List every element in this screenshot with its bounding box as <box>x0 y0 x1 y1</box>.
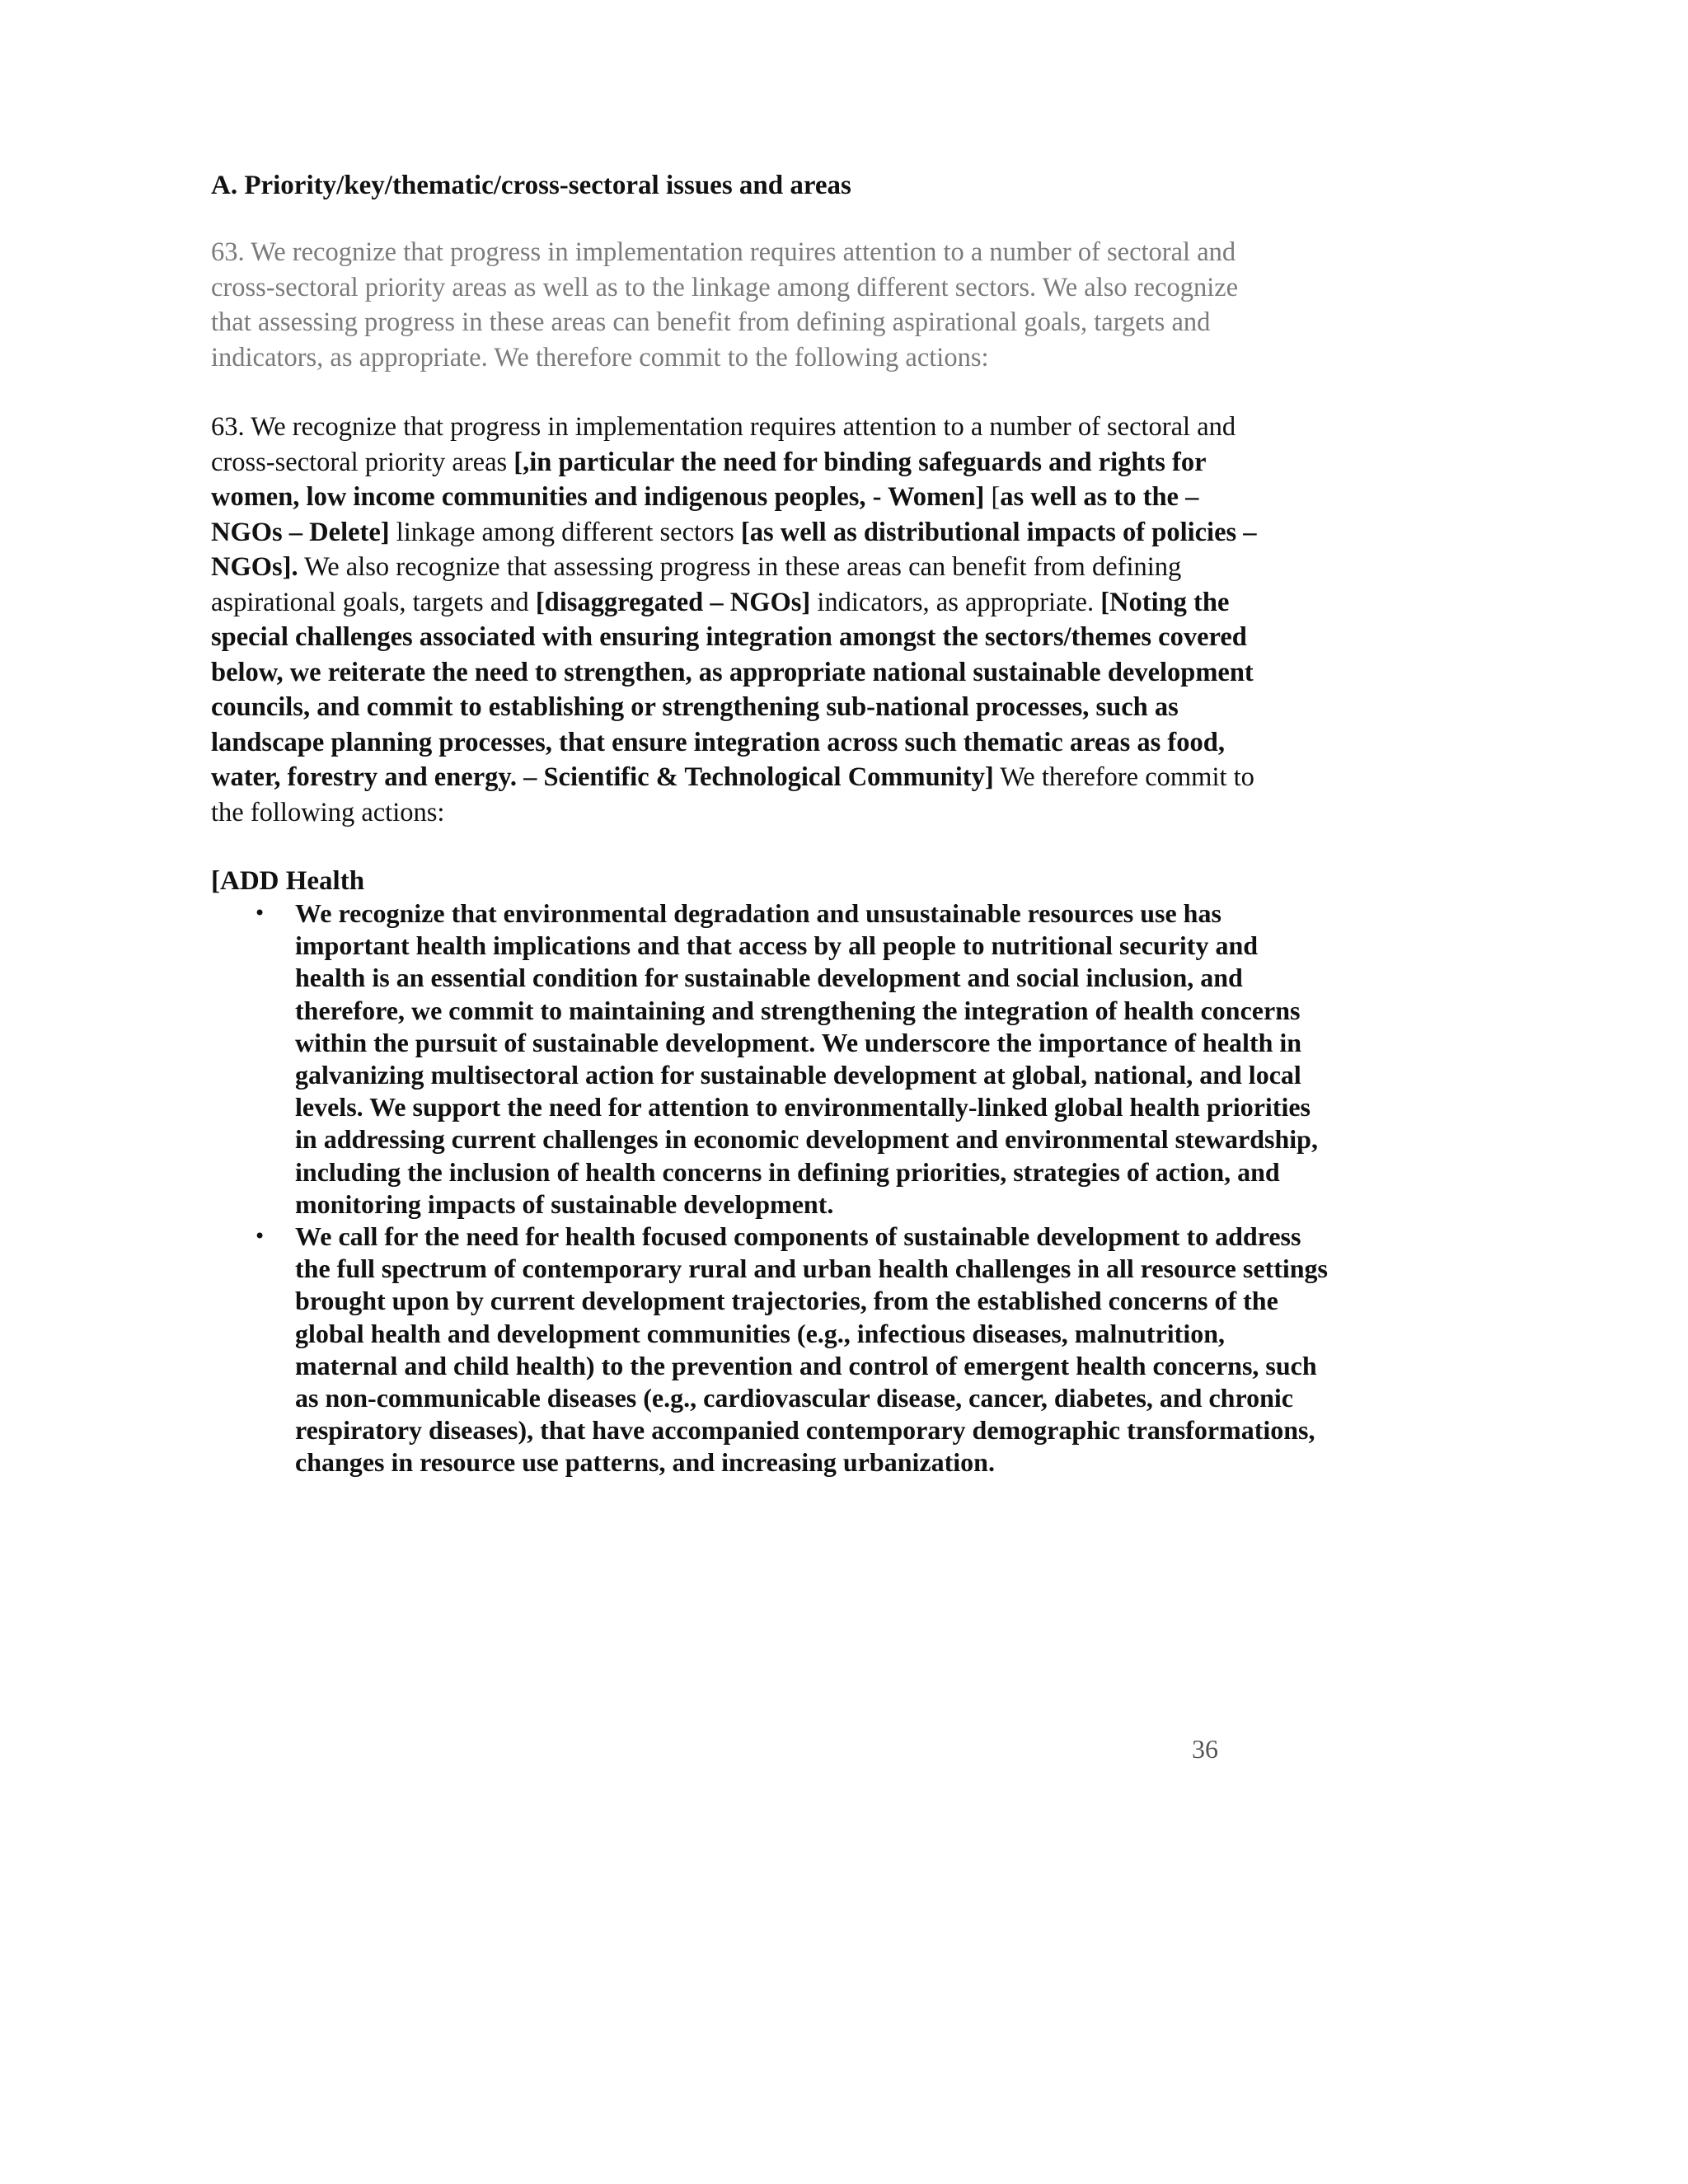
bullet-icon: • <box>254 902 266 925</box>
bracketed-insertion-scientific-community: [Noting the special challenges associated with ensuring integration amongst the sectors/themes covered below, we reiterate the need to strengthen, as appropriate national sustainable development councils, and commit to establishing or strengthening sub-national processes, such as landscape planning processes, that ensure integration across such thematic areas as food, water, forestry and energy. – Scientific & Technological Community] <box>211 587 1254 792</box>
section-heading: A. Priority/key/thematic/cross-sectoral issues and areas <box>211 171 851 200</box>
original-paragraph-63: 63. We recognize that progress in implementation requires attention to a number of sectoral and cross-sectoral priority areas as well as to the linkage among different sectors. We also recognize that assessing progress in these areas can benefit from defining aspirational goals, targets and indicators, as appropriate. We therefore commit to the following actions: <box>211 237 1239 373</box>
revised-text-segment: We therefore commit to the following actions: <box>211 762 1254 827</box>
page-content <box>211 169 1328 1479</box>
list-item <box>211 1221 1332 1479</box>
page-number: 36 <box>1192 1734 1218 1764</box>
bullet-text: We call for the need for health focused components of sustainable development to address the full spectrum of contemporary rural and urban health challenges in all resource settings brought upon by current development trajectories, from the established concerns of the global health and development communities (e.g., infectious diseases, malnutrition, maternal and child health) to the prevention and control of emergent health concerns, such as non-communicable diseases (e.g., cardiovascular disease, cancer, diabetes, and chronic respiratory diseases), that have accompanied contemporary demographic transformations, changes in resource use patterns, and increasing urbanization. <box>295 1221 1328 1478</box>
add-health-heading: [ADD Health <box>211 866 365 896</box>
revised-text-segment: We also recognize that assessing progress in these areas can benefit from defining aspirational goals, targets and <box>211 552 1182 617</box>
revised-text-segment: indicators, as appropriate. <box>810 587 1101 617</box>
health-bullet-list <box>211 898 1328 1479</box>
bracketed-insertion-ngos-distributional: [as well as distributional impacts of policies – NGOs]. <box>211 517 1257 582</box>
revised-text-segment: 63. We recognize that progress in implementation requires attention to a number of sectoral and cross-sectoral priority areas <box>211 412 1236 477</box>
revised-text-segment: [ <box>984 482 1001 512</box>
list-item <box>211 898 1332 1221</box>
bullet-icon: • <box>254 1225 266 1249</box>
bracketed-insertion-ngos-disaggregated: [disaggregated – NGOs] <box>535 587 811 617</box>
bracketed-insertion-women: [,in particular the need for binding safeguards and rights for women, low income communities and indigenous peoples, - Women] <box>211 447 1206 512</box>
revised-text-segment: linkage among different sectors <box>389 517 741 547</box>
bracketed-deletion-ngos: as well as to the – NGOs – Delete] <box>211 482 1199 547</box>
revised-paragraph-63 <box>211 410 1262 830</box>
bullet-text: We recognize that environmental degradation and unsustainable resources use has important health implications and that access by all people to nutritional security and health is an essential condition for sustainable development and social inclusion, and therefore, we commit to maintaining and strengthening the integration of health concerns within the pursuit of sustainable development. We underscore the importance of health in galvanizing multisectoral action for sustainable development at global, national, and local levels. We support the need for attention to environmentally-linked global health priorities in addressing current challenges in economic development and environmental stewardship, including the inclusion of health concerns in defining priorities, strategies of action, and monitoring impacts of sustainable development. <box>295 898 1318 1219</box>
